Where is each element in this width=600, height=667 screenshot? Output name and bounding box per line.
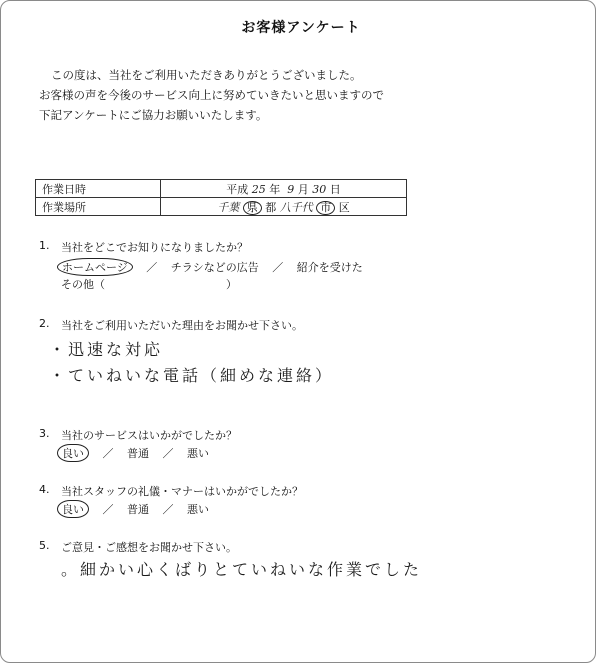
city-value: 八千代 xyxy=(279,200,313,214)
option-flyer-ad: チラシなどの広告 xyxy=(170,261,259,274)
day-unit: 日 xyxy=(329,182,341,196)
question-2-answer-line-2: ・ていねいな電話（細めな連絡） xyxy=(49,366,335,385)
intro-line-2: お客様の声を今後のサービス向上に努めていきたいと思いますので xyxy=(39,88,384,102)
question-4-text: 当社スタッフの礼儀・マナーはいかがでしたか？ xyxy=(61,485,303,498)
place-label: 作業場所 xyxy=(36,198,161,216)
option-separator: ／ xyxy=(102,503,114,516)
option-separator: ／ xyxy=(146,261,158,274)
year-unit: 年 xyxy=(269,182,281,196)
date-label: 作業日時 xyxy=(36,180,161,198)
to-unit: 都 xyxy=(265,200,277,214)
date-row xyxy=(36,180,407,198)
option-other: その他（ ） xyxy=(61,278,237,291)
option-separator: ／ xyxy=(162,503,174,516)
ward-unit: 区 xyxy=(338,200,350,214)
option-homepage-circled: ホームページ xyxy=(57,258,133,276)
option-referral: 紹介を受けた xyxy=(296,261,363,274)
prefecture-unit-circled: 県 xyxy=(243,201,262,215)
day-value: 30 xyxy=(312,182,327,196)
date-value xyxy=(161,180,407,198)
month-value: 9 xyxy=(287,182,295,196)
question-2-text: 当社をご利用いただいた理由をお聞かせ下さい。 xyxy=(61,319,303,332)
question-1-text: 当社をどこでお知りになりましたか？ xyxy=(61,241,248,254)
question-2-number: 2. xyxy=(39,317,50,330)
place-value xyxy=(161,198,407,216)
question-1-options xyxy=(61,258,363,276)
option-good-circled: 良い xyxy=(57,500,89,518)
option-separator: ／ xyxy=(272,261,284,274)
option-separator: ／ xyxy=(102,447,114,460)
option-separator: ／ xyxy=(162,447,174,460)
intro-line-1: この度は、当社をご利用いただきありがとうございました。 xyxy=(51,68,362,82)
prefecture-value: 千葉 xyxy=(217,200,240,214)
era: 平成 xyxy=(226,182,249,196)
intro-line-3: 下記アンケートにご協力お願いいたします。 xyxy=(39,108,268,122)
question-3-text: 当社のサービスはいかがでしたか？ xyxy=(61,429,237,442)
question-3-options xyxy=(61,444,209,462)
place-row xyxy=(36,198,407,216)
page-title: お客様アンケート xyxy=(241,20,361,36)
question-4-options xyxy=(61,500,209,518)
question-3-number: 3. xyxy=(39,427,50,440)
option-bad: 悪い xyxy=(187,447,209,460)
question-1-number: 1. xyxy=(39,239,50,252)
month-unit: 月 xyxy=(297,182,309,196)
year-value: 25 xyxy=(251,182,266,196)
option-average: 普通 xyxy=(127,447,149,460)
question-5-text: ご意見・ご感想をお聞かせ下さい。 xyxy=(61,541,237,554)
question-5-number: 5. xyxy=(39,539,50,552)
option-bad: 悪い xyxy=(187,503,209,516)
question-4-number: 4. xyxy=(39,483,50,496)
city-unit-circled: 市 xyxy=(316,201,335,215)
question-2-answer-line-1: ・迅速な対応 xyxy=(49,340,164,359)
option-average: 普通 xyxy=(127,503,149,516)
question-5-answer: 。細かい心くばりとていねいな作業でした xyxy=(61,560,423,579)
option-good-circled: 良い xyxy=(57,444,89,462)
work-info-table xyxy=(35,179,407,216)
intro-text xyxy=(39,65,384,125)
